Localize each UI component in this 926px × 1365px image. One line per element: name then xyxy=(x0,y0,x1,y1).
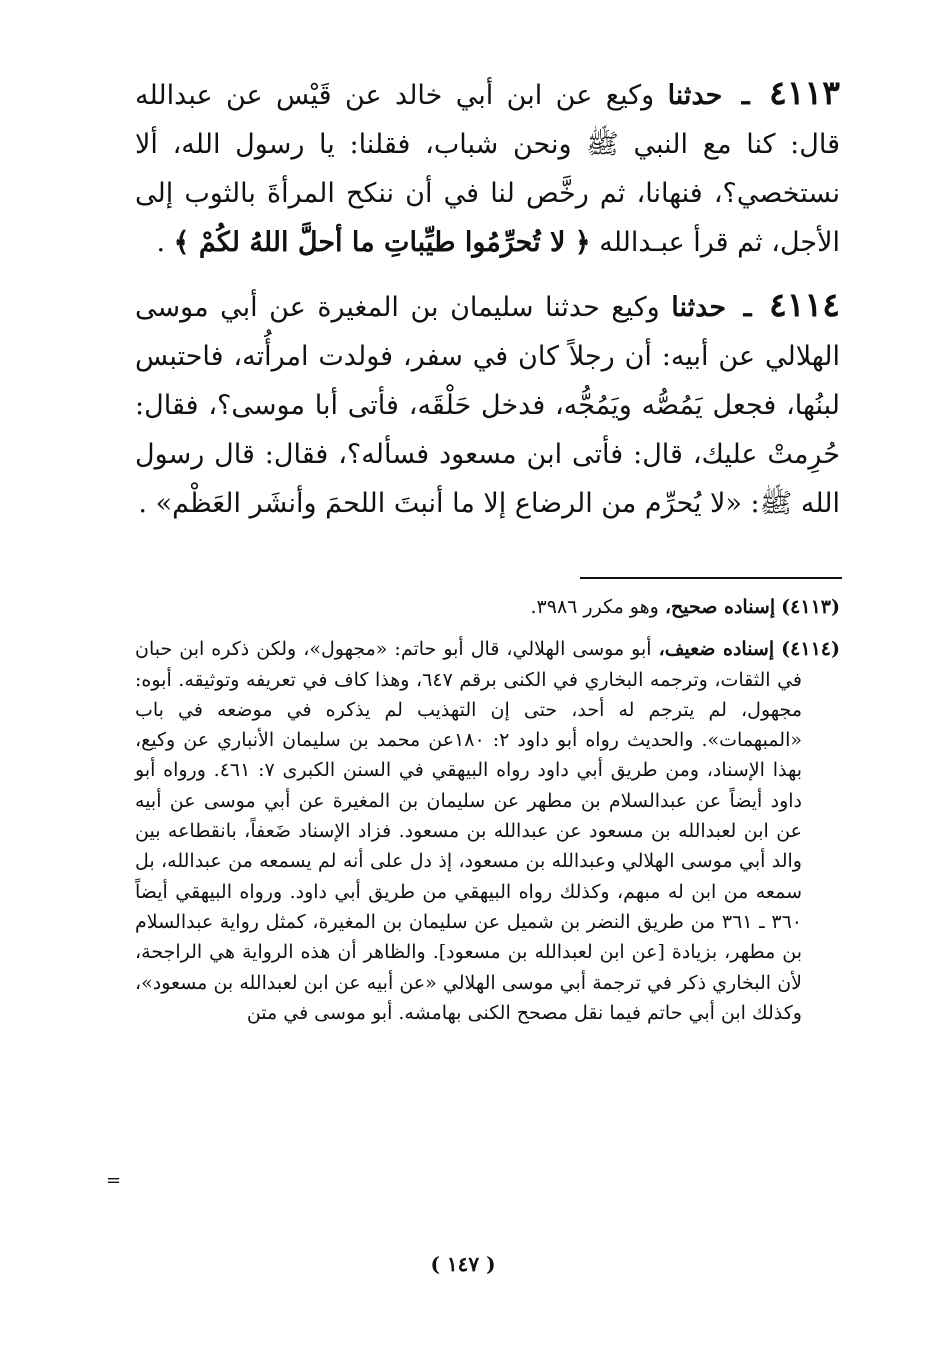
continuation-mark: = xyxy=(106,1170,122,1191)
hadith-text: وكيع عن ابن أبي خالد عن قَيْس عن عبدالله قال: كنا مع النبي ﷺ ونحن شباب، فقلنا: يا رسول الله، ألا نستخصي؟، فنهانا، ثم رخَّص لنا في أن ننكح المرأةَ بالثوب إلى الأجل، ثم قرأ عبـدالله xyxy=(135,80,840,258)
hadith-4113 xyxy=(135,68,840,267)
hadith-lead: حدثنا xyxy=(671,292,727,323)
footnote-separator xyxy=(580,577,842,579)
footnote-text: أبو موسى الهلالي، قال أبو حاتم: «مجهول»، ولكن ذكره ابن حبان في الثقات، وترجمه البخاري في الكنى برقم ٦٤٧، وهذا كاف في تعريفه وتوثيقه. أبوه: مجهول، لم يترجم له أحد، حتى إن التهذيب لم يذكره في موضعه في باب «المبهمات». والحديث رواه أبو داود ٢: ١٨٠عن محمد بن سليمان الأنباري عن وكيع، بهذا الإسناد، ومن طريق أبي داود رواه البيهقي في السنن الكبرى ٧: ٤٦١. ورواه أبو داود أيضاً عن عبدالسلام بن مطهر عن سليمان بن المغيرة عن أبي موسى عن أبيه عن ابن لعبدالله بن مسعود عن عبدالله بن مسعود. فزاد الإسناد ضَعفاً، بانقطاعه بين والد أبي موسى الهلالي وعبدالله بن مسعود، إذ دل على أنه لم يسمعه من عبدالله، بل سمعه من ابن له مبهم، وكذلك رواه البيهقي من طريق أبي داود. ورواه البيهقي أيضاً ٣٦٠ ـ ٣٦١ من طريق النضر بن شميل عن سليمان بن المغيرة، كمثل رواية عبدالسلام بن مطهر، بزيادة [عن ابن لعبدالله بن مسعود]. والظاهر أن هذه الرواية هي الراجحة، لأن البخاري ذكر في ترجمة أبي موسى الهلالي «عن أبيه عن ابن لعبدالله بن مسعود»، وكذلك ابن أبي حاتم فيما نقل مصحح الكنى بهامشه. أبو موسى في متن xyxy=(135,638,803,1024)
hadith-lead: حدثنا xyxy=(667,80,723,111)
page-number: ( ١٤٧ ) xyxy=(430,1252,496,1276)
hadith-text: وكيع حدثنا سليمان بن المغيرة عن أبي موسى الهلالي عن أبيه: أن رجلاً كان في سفر، فولدت امرأُته، فاحتبس لبنُها، فجعل يَمُصُّه ويَمُجُّه، فدخل حَلْقَه، فأتى أبا موسى؟، فقال: حُرِمتْ عليك، قال: فأتى ابن مسعود فسأله؟، فقال: قال رسول الله ﷺ: «لا يُحرِّم من الرضاع إلا ما أنبتَ اللحمَ وأنشَر العَظْم» . xyxy=(135,292,840,519)
hadith-dash: ـ xyxy=(743,292,752,323)
hadith-number: ٤١١٤ xyxy=(769,285,840,324)
hadith-dash: ـ xyxy=(741,80,750,111)
quran-verse: ﴿ لا تُحرِّمُوا طيِّباتِ ما أحلَّ اللهُ لكُمْ ﴾ xyxy=(173,227,591,258)
footnote-4113 xyxy=(135,592,840,622)
hadith-number: ٤١١٣ xyxy=(769,73,840,112)
footnote-ref: (٤١١٣) xyxy=(781,596,840,618)
footnote-ref: (٤١١٤) xyxy=(781,638,840,661)
footnote-text: وهو مكرر ٣٩٨٦. xyxy=(530,596,659,618)
main-text xyxy=(135,68,840,541)
footnote-4114 xyxy=(135,634,840,1028)
hadith-end: . xyxy=(156,227,166,258)
footnote-grade: إسناده ضعيف، xyxy=(658,638,775,661)
footnote-grade: إسناده صحيح، xyxy=(664,596,776,618)
footnotes xyxy=(135,592,840,1040)
hadith-4114 xyxy=(135,280,840,528)
